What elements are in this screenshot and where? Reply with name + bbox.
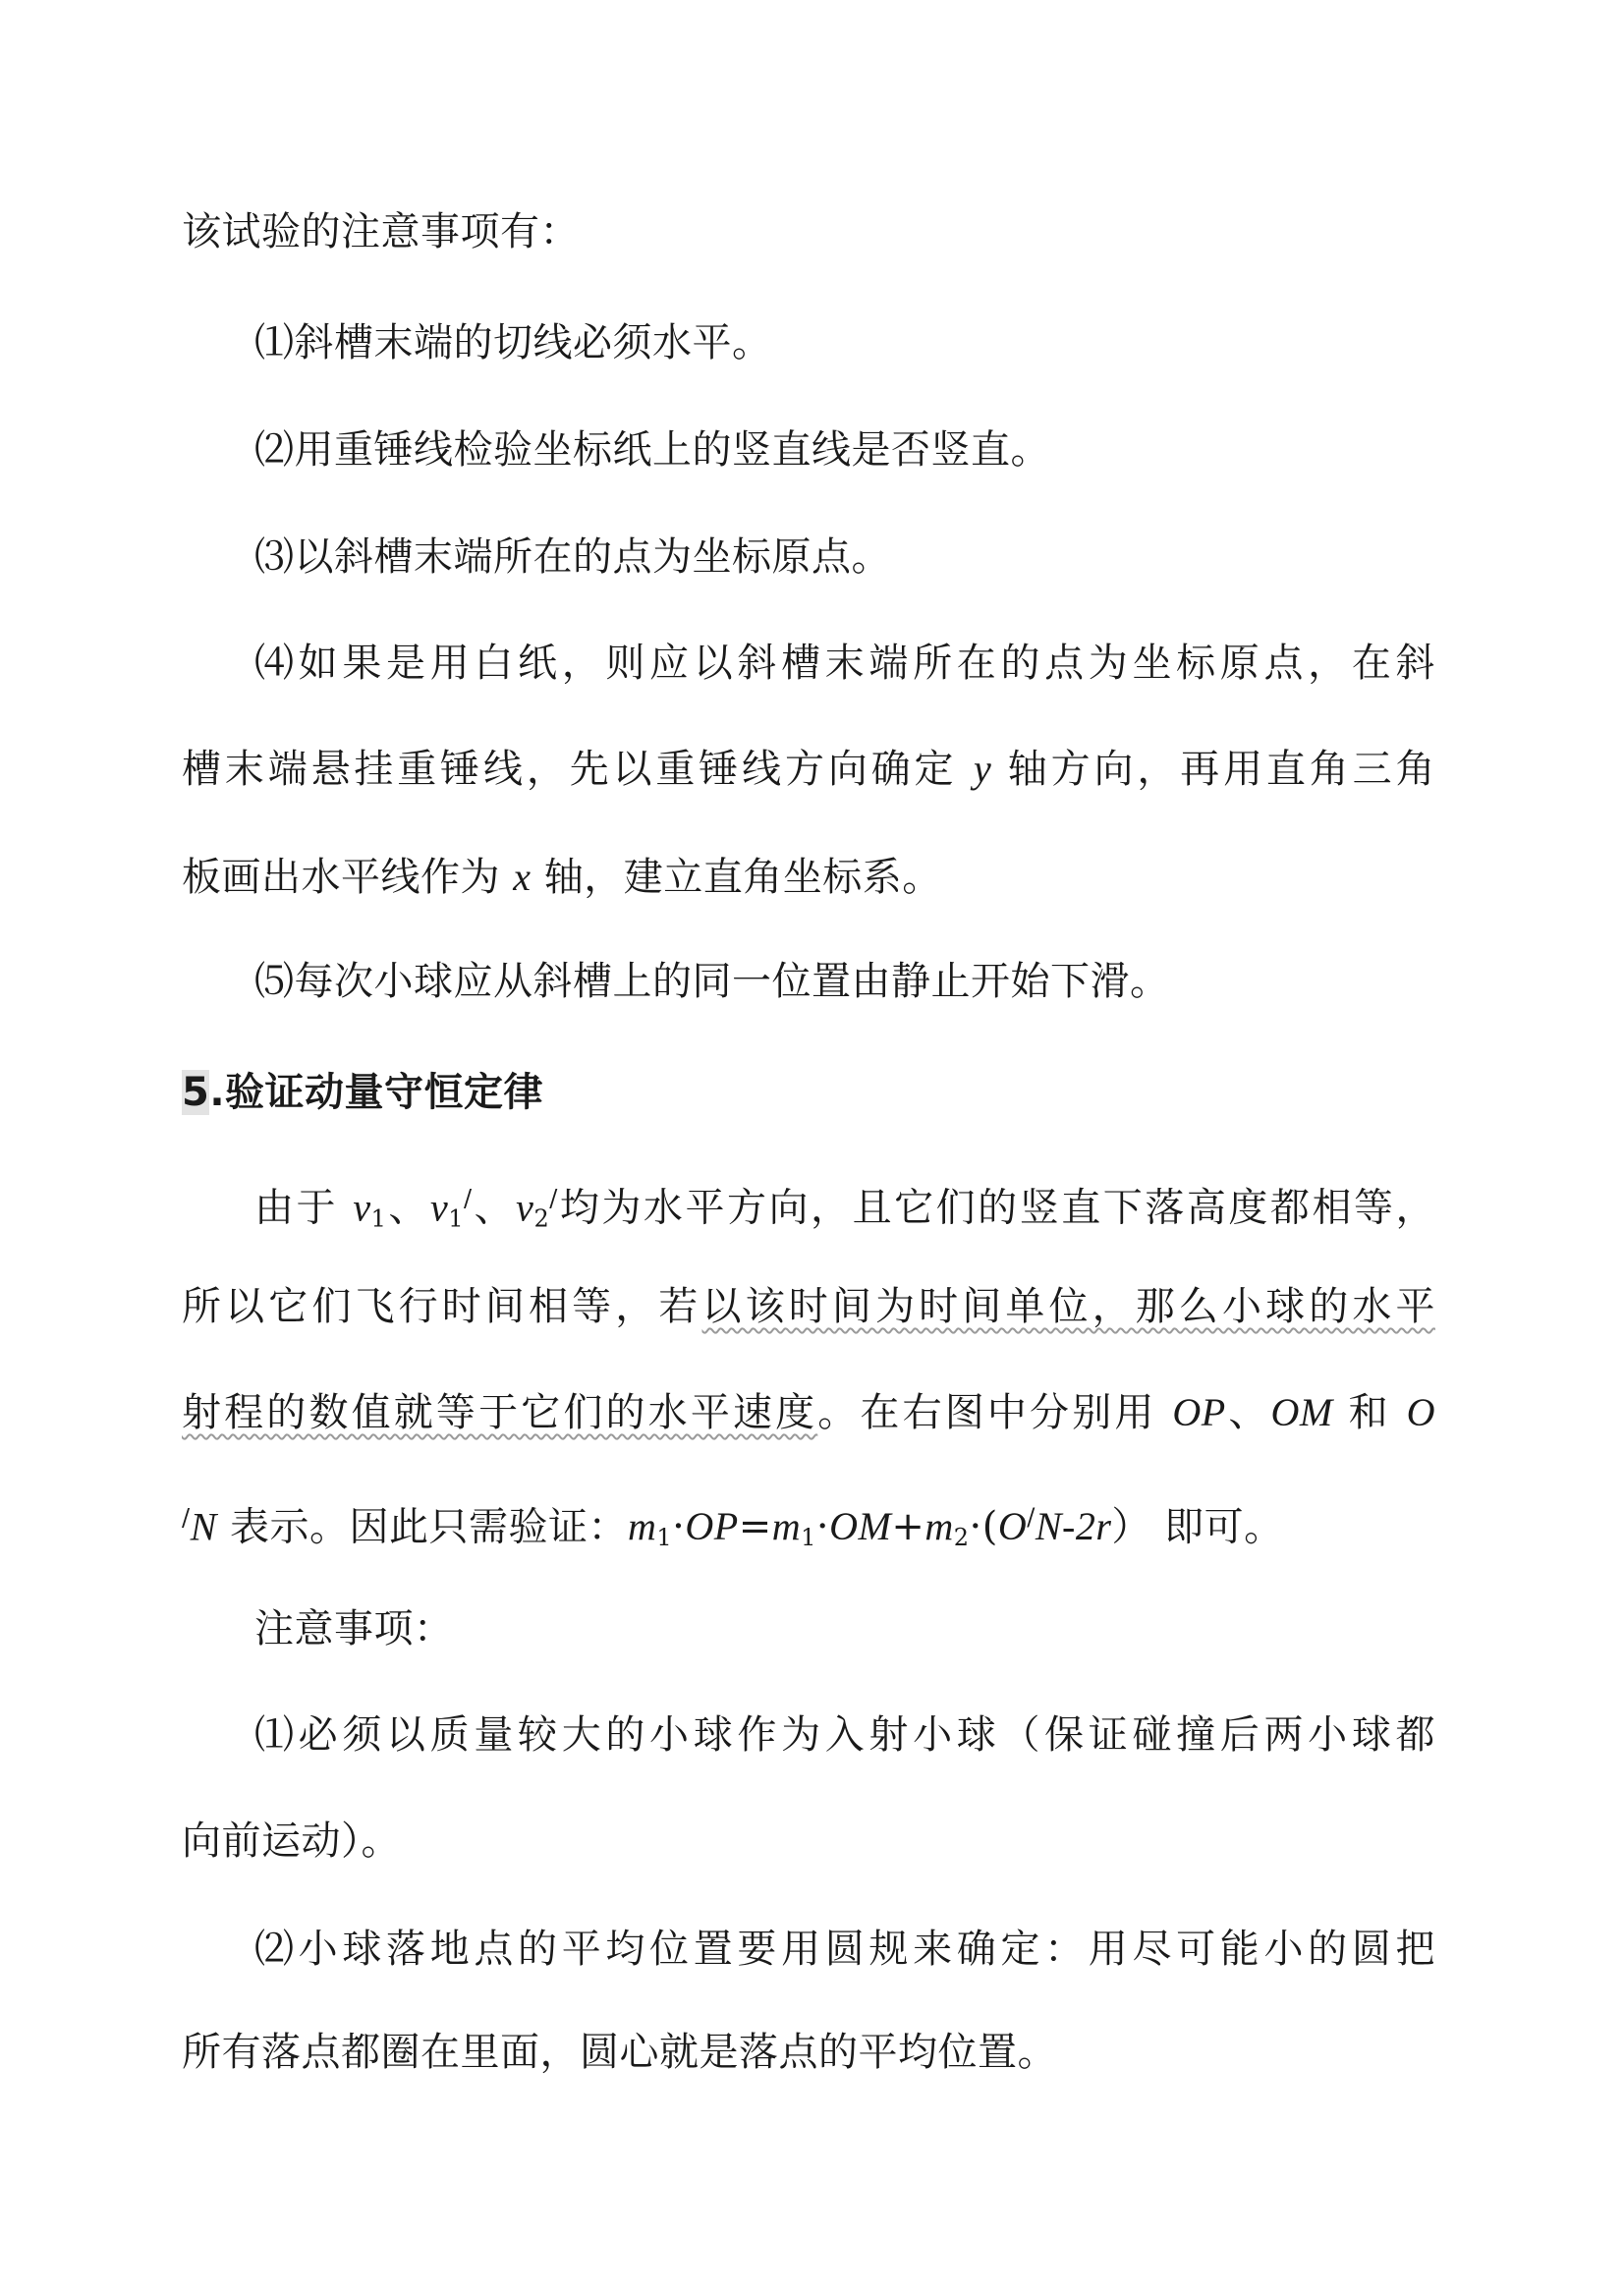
var-om: OM (829, 1504, 892, 1549)
note-5: ⑸每次小球应从斜槽上的同一位置由静止开始下滑。 (254, 959, 1170, 1004)
note-b-2-line-1: ⑵小球落地点的平均位置要用圆规来确定：用尽可能小的圆把 (254, 1927, 1435, 1972)
sub: 1 (656, 1524, 673, 1552)
text: 槽末端悬挂重锤线，先以重锤线方向确定 (182, 747, 974, 792)
intro-text: 该试验的注意事项有： (182, 209, 580, 254)
variable-x: x (513, 855, 532, 899)
wavy-underlined-text: 射程的数值就等于它们的水平速度 (182, 1390, 818, 1435)
text: 表示。因此只需验证： (216, 1504, 628, 1550)
notes-title: 注意事项： (254, 1606, 454, 1651)
text: 。在右图中分别用 (817, 1390, 1173, 1435)
dot: · (672, 1504, 686, 1550)
var-o: O (1406, 1390, 1436, 1434)
note-1: ⑴斜槽末端的切线必须水平。 (254, 320, 772, 365)
sub: 2 (953, 1524, 970, 1552)
var-m: m (771, 1504, 802, 1549)
text: 和 (1332, 1390, 1407, 1435)
section-number: 5 (182, 1070, 210, 1115)
text: 、 (472, 1185, 517, 1231)
para-line-4 (182, 1494, 1284, 1550)
text: 轴方向，再用直角三角 (991, 747, 1435, 792)
prime: / (182, 1504, 191, 1532)
note-3: ⑶以斜槽末端所在的点为坐标原点。 (254, 534, 891, 580)
variable-y: y (973, 747, 992, 791)
var-o: O (997, 1504, 1028, 1549)
sub: 1 (801, 1524, 816, 1552)
dot: · (815, 1504, 830, 1550)
note-4-line-3 (182, 854, 942, 901)
section-heading (182, 1069, 543, 1116)
formula (628, 1504, 1151, 1552)
var-v: v (353, 1185, 371, 1230)
para-line-2 (182, 1283, 1435, 1330)
var-n: N (190, 1504, 217, 1549)
para-line-1 (254, 1175, 1435, 1231)
var-n-2r: N-2r (1035, 1504, 1112, 1549)
text: 板画出水平线作为 (182, 855, 514, 900)
section-title: .验证动量守恒定律 (209, 1070, 544, 1115)
plus: + (891, 1504, 925, 1550)
note-2: ⑵用重锤线检验坐标纸上的竖直线是否竖直。 (254, 427, 1050, 473)
note-4-line-2 (182, 746, 1435, 793)
text: 由于 (254, 1185, 354, 1231)
var-op: OP (1172, 1390, 1226, 1434)
prime: / (549, 1185, 558, 1212)
text: 轴，建立直角坐标系。 (531, 855, 942, 900)
var-m: m (924, 1504, 954, 1549)
var-op: OP (685, 1504, 739, 1549)
note-4-line-1: ⑷如果是用白纸，则应以斜槽末端所在的点为坐标原点，在斜 (254, 641, 1435, 686)
para-line-3 (182, 1389, 1435, 1436)
text: 所以它们飞行时间相等，若 (182, 1284, 702, 1329)
prime: / (1027, 1504, 1036, 1532)
text: 均为水平方向，且它们的竖直下落高度都相等， (557, 1185, 1436, 1231)
text: 、 (386, 1185, 430, 1231)
wavy-underlined-text: 以该时间为时间单位，那么小球的水平 (701, 1284, 1435, 1329)
var-om: OM (1270, 1390, 1333, 1434)
sub: 2 (533, 1204, 550, 1233)
note-b-1-line-2: 向前运动）。 (182, 1818, 401, 1864)
dot: · (969, 1504, 982, 1550)
eq: = (738, 1504, 772, 1550)
sub: 1 (448, 1204, 464, 1233)
note-b-2-line-2: 所有落点都圈在里面，圆心就是落点的平均位置。 (182, 2030, 1057, 2075)
paren: ） (1111, 1504, 1151, 1550)
text: 即可。 (1150, 1504, 1284, 1550)
var-v: v (429, 1185, 449, 1230)
var-m: m (628, 1504, 657, 1549)
var-v: v (516, 1185, 534, 1230)
sub: 1 (370, 1204, 387, 1233)
paren: ( (981, 1504, 998, 1550)
prime: / (464, 1185, 473, 1212)
note-b-1-line-1: ⑴必须以质量较大的小球作为入射小球（保证碰撞后两小球都 (254, 1712, 1435, 1758)
text: 、 (1225, 1390, 1271, 1435)
